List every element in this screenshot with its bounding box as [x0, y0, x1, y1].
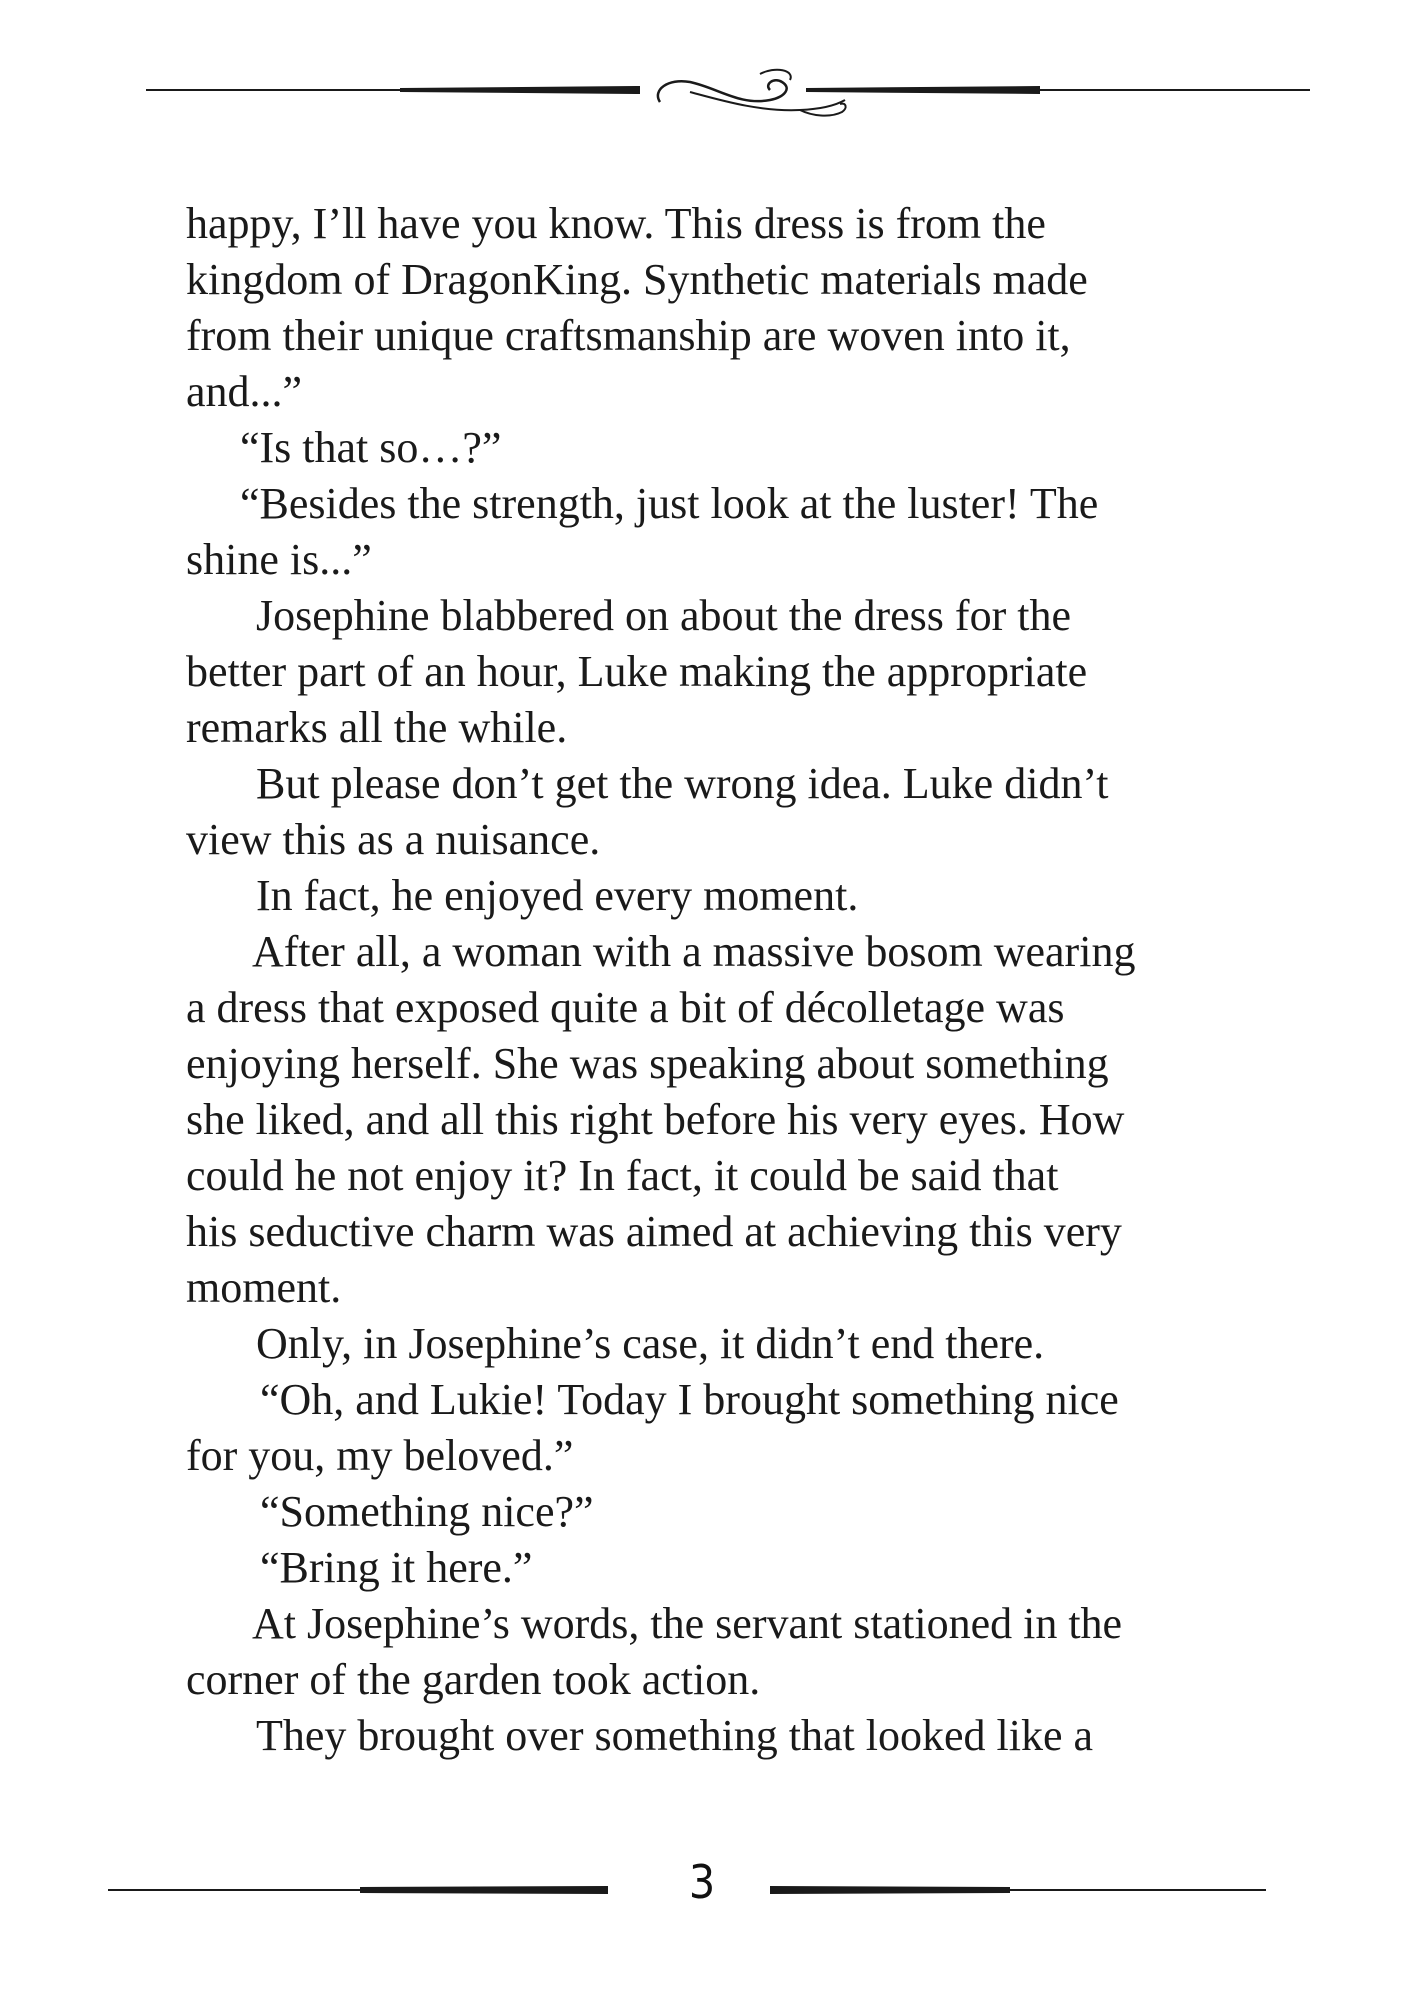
text-line: shine is...”: [186, 535, 372, 584]
text-line: for you, my beloved.”: [186, 1431, 574, 1480]
text-line: a dress that exposed quite a bit of décolletage was: [186, 983, 1065, 1032]
text-line: They brought over something that looked like a: [256, 1711, 1094, 1760]
text-line: from their unique craftsmanship are woven into it,: [186, 311, 1071, 360]
text-line: better part of an hour, Luke making the appropriate: [186, 647, 1088, 696]
text-line: kingdom of DragonKing. Synthetic materials made: [186, 255, 1088, 304]
text-line: his seductive charm was aimed at achieving this very: [186, 1207, 1122, 1256]
text-line: she liked, and all this right before his very eyes. How: [186, 1095, 1125, 1144]
text-line: Only, in Josephine’s case, it didn’t end there.: [256, 1319, 1045, 1368]
text-line: enjoying herself. She was speaking about something: [186, 1039, 1109, 1088]
text-line: Josephine blabbered on about the dress for the: [256, 591, 1071, 640]
body-text: [186, 196, 1246, 1764]
text-line: “Besides the strength, just look at the luster! The: [240, 479, 1099, 528]
text-line: corner of the garden took action.: [186, 1655, 761, 1704]
text-line: But please don’t get the wrong idea. Luke didn’t: [256, 759, 1109, 808]
text-line: In fact, he enjoyed every moment.: [256, 871, 859, 920]
page-number: 3: [688, 1855, 716, 1909]
text-line: remarks all the while.: [186, 703, 568, 752]
text-line: “Bring it here.”: [260, 1543, 533, 1592]
text-line: After all, a woman with a massive bosom wearing: [252, 927, 1136, 976]
text-line: moment.: [186, 1263, 342, 1312]
text-line: could he not enjoy it? In fact, it could be said that: [186, 1151, 1059, 1200]
text-line: “Something nice?”: [260, 1487, 594, 1536]
text-line: and...”: [186, 367, 303, 416]
text-line: “Oh, and Lukie! Today I brought something nice: [260, 1375, 1119, 1424]
text-line: happy, I’ll have you know. This dress is from the: [186, 199, 1046, 248]
header-ornament: [0, 60, 1404, 130]
text-line: view this as a nuisance.: [186, 815, 601, 864]
text-line: “Is that so…?”: [240, 423, 502, 472]
text-line: At Josephine’s words, the servant stationed in the: [252, 1599, 1123, 1648]
